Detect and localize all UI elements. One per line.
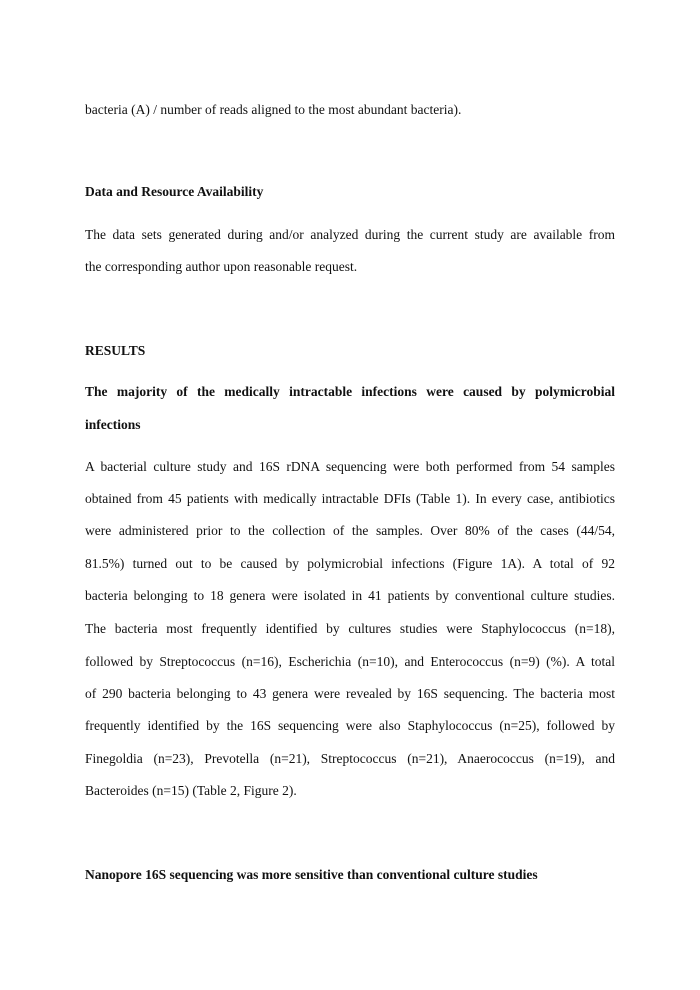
results-paragraph-line-6: The bacteria most frequently identified by cultures studies were Staphylococcus (n=18), — [85, 621, 615, 636]
intro-text-line: bacteria (A) / number of reads aligned to the most abundant bacteria). — [85, 102, 462, 117]
data-availability-text-line-1: The data sets generated during and/or analyzed during the current study are available from — [85, 227, 615, 242]
results-paragraph-line-2: obtained from 45 patients with medically intractable DFIs (Table 1). In every case, antibiotics — [85, 491, 615, 506]
results-paragraph-line-4: 81.5%) turned out to be caused by polymicrobial infections (Figure 1A). A total of 92 — [85, 556, 615, 571]
results-paragraph-line-7: followed by Streptococcus (n=16), Escherichia (n=10), and Enterococcus (n=9) (%). A total — [85, 654, 615, 669]
results-paragraph-line-5: bacteria belonging to 18 genera were isolated in 41 patients by conventional culture studies. — [85, 588, 615, 603]
results-paragraph-line-10: Finegoldia (n=23), Prevotella (n=21), Streptococcus (n=21), Anaerococcus (n=19), and — [85, 751, 615, 766]
results-subheading-line-1: The majority of the medically intractable infections were caused by polymicrobial — [85, 384, 615, 399]
results-subheading-line-2: infections — [85, 417, 141, 432]
results-paragraph-line-8: of 290 bacteria belonging to 43 genera were revealed by 16S sequencing. The bacteria most — [85, 686, 615, 701]
results-subheading-2: Nanopore 16S sequencing was more sensitive than conventional culture studies — [85, 867, 538, 882]
results-paragraph-line-1: A bacterial culture study and 16S rDNA sequencing were both performed from 54 samples — [85, 459, 615, 474]
data-availability-text-line-2: the corresponding author upon reasonable request. — [85, 259, 358, 274]
results-heading: RESULTS — [85, 343, 146, 358]
results-paragraph-line-9: frequently identified by the 16S sequencing were also Staphylococcus (n=25), followed by — [85, 718, 615, 733]
results-paragraph-line-11: Bacteroides (n=15) (Table 2, Figure 2). — [85, 783, 297, 798]
data-availability-heading: Data and Resource Availability — [85, 184, 264, 199]
results-paragraph-line-3: were administered prior to the collection of the samples. Over 80% of the cases (44/54, — [85, 523, 615, 538]
